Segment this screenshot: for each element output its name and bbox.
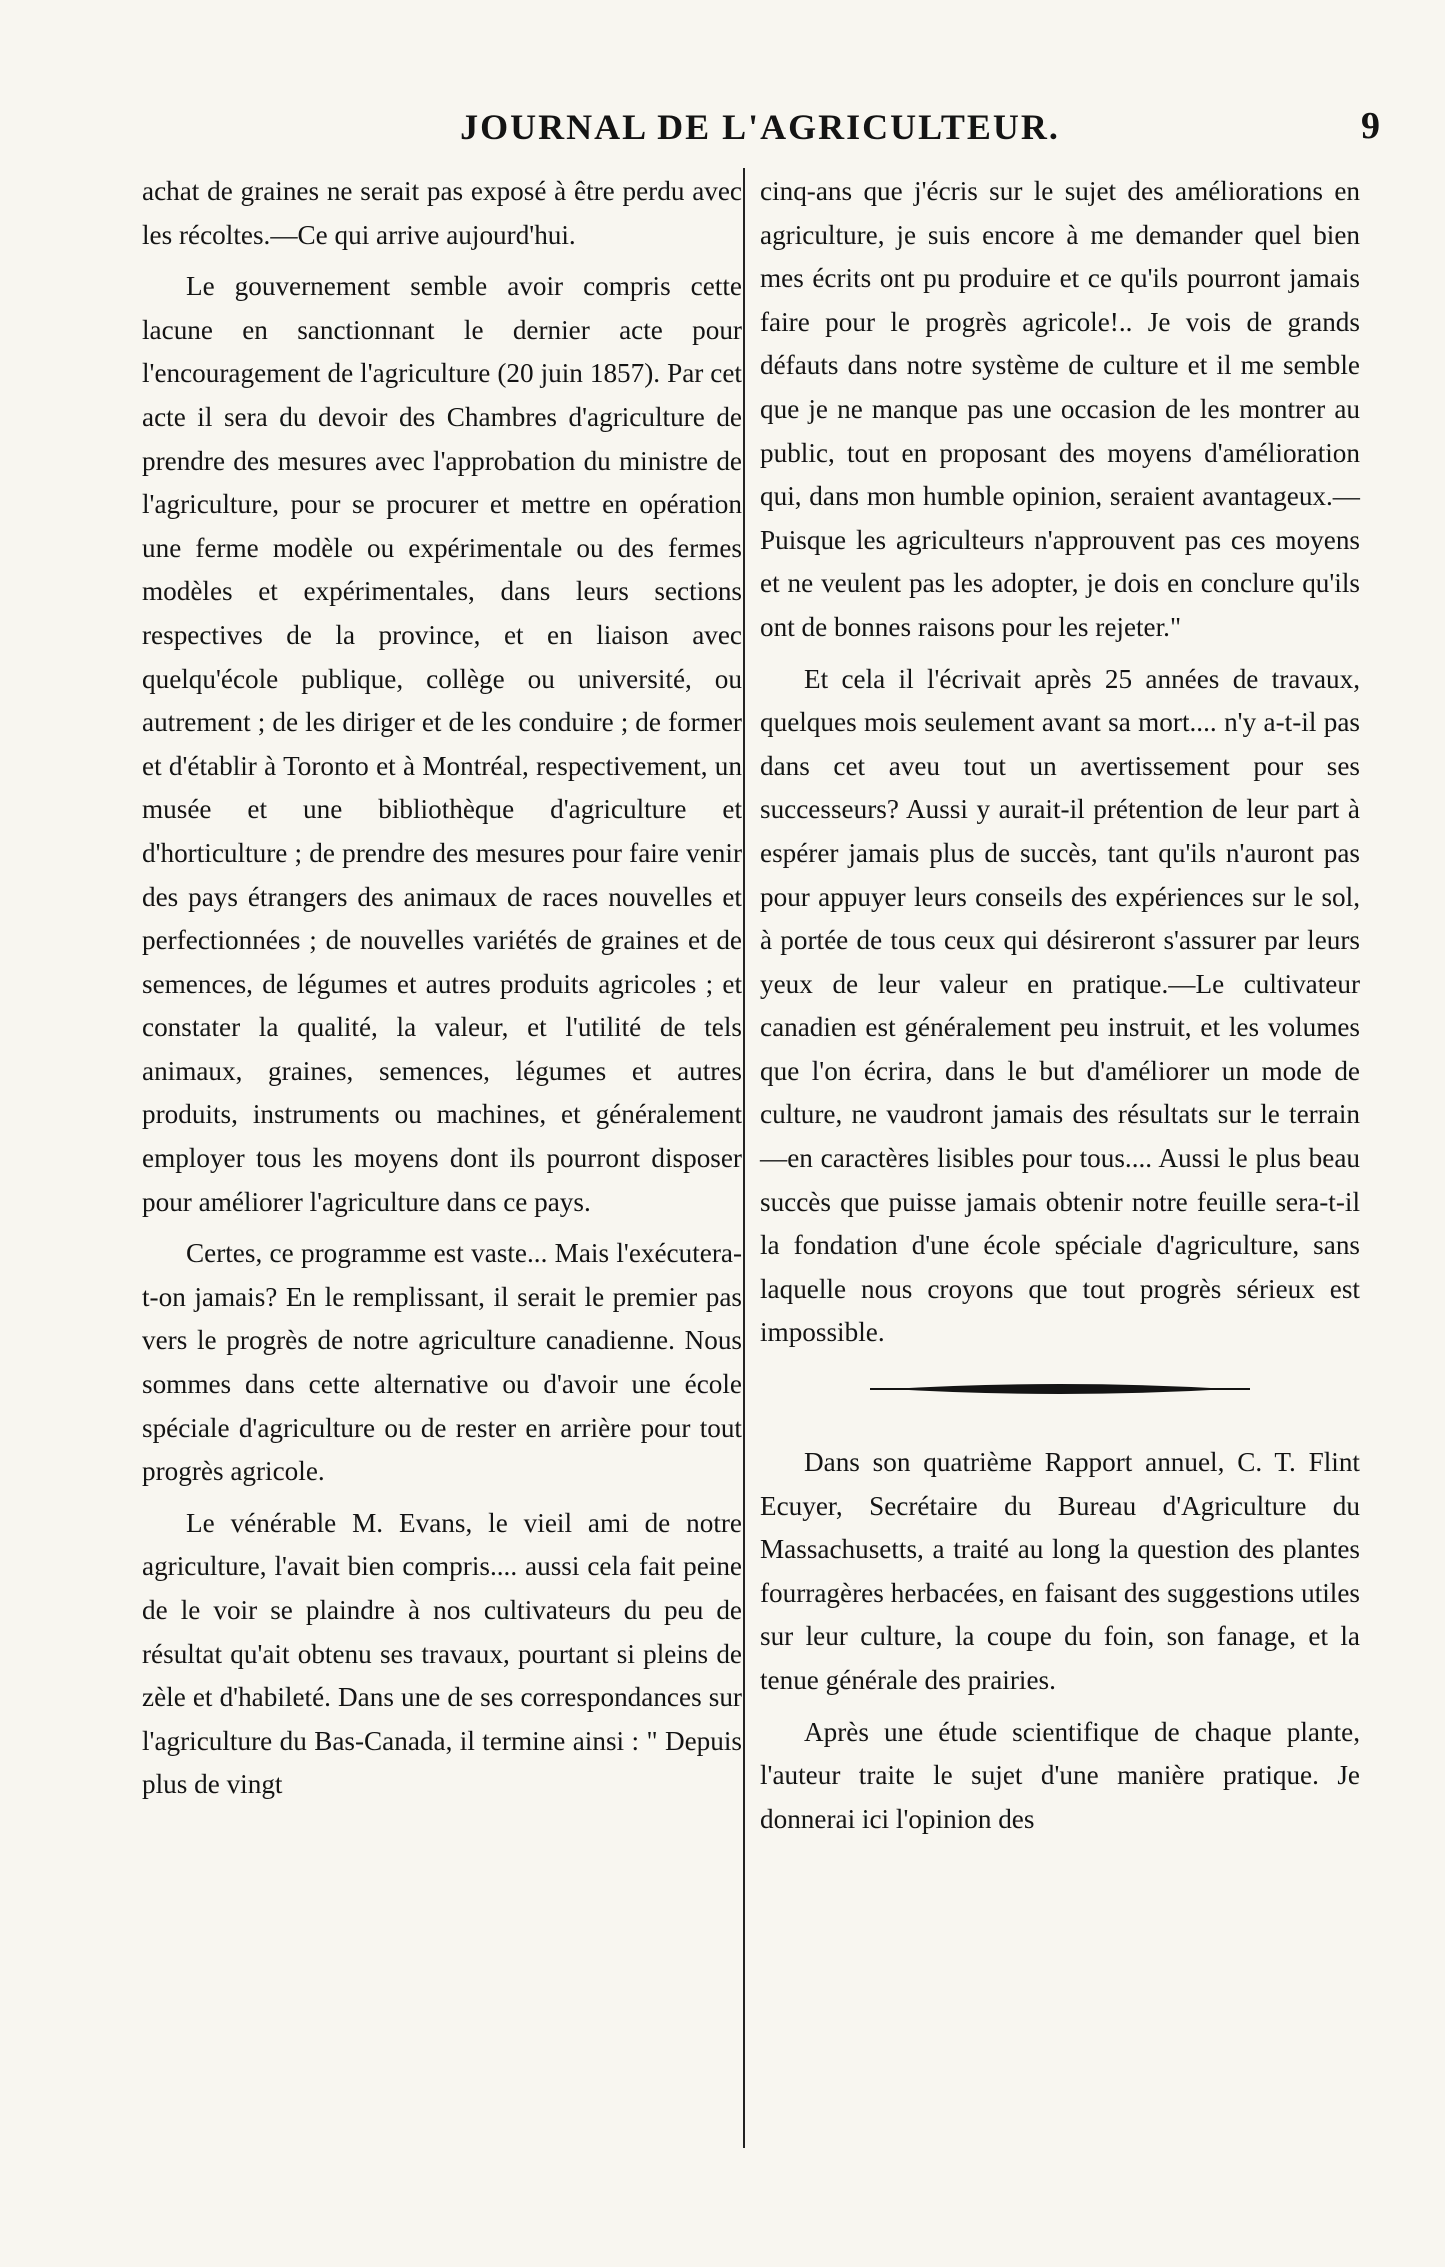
ornamental-rule-icon [760, 1369, 1360, 1409]
right-column [760, 170, 1360, 1841]
running-title: JOURNAL DE L'AGRICULTEUR. [460, 107, 1060, 147]
right-paragraph-2: Et cela il l'écrivait après 25 années de travaux, quelques mois seulement avant sa mort.... n'y a-t-il pas dans cet aveu tout un avertissement pour ses successeurs? Aussi y aurait-il prétention de leur part à espérer jamais plus de succès, tant qu'ils n'auront pas pour appuyer leurs conseils des expériences sur le sol, à portée de tous ceux qui désireront s'assurer par leurs yeux de leur valeur en pratique.—Le cultivateur canadien est généralement peu instruit, et les volumes que l'on écrira, dans le but d'améliorer un mode de culture, ne vaudront jamais des résultats sur le terrain—en caractères lisibles pour tous.... Aussi le plus beau succès que puisse jamais obtenir notre feuille sera-t-il la fondation d'une école spéciale d'agriculture, sans laquelle nous croyons que tout progrès sérieux est impossible. [760, 663, 1360, 1348]
right-paragraph-1: cinq-ans que j'écris sur le sujet des améliorations en agriculture, je suis encore à me demander quel bien mes écrits ont pu produire et ce qu'ils pourront jamais faire pour le progrès agricole!.. Je vois de grands défauts dans notre système de culture et il me semble que je ne manque pas une occasion de les montrer au public, tout en proposant des moyens d'amélioration qui, dans mon humble opinion, seraient avantageux.—Puisque les agriculteurs n'approuvent pas ces moyens et ne veulent pas les adopter, je dois en conclure qu'ils ont de bonnes raisons pour les rejeter." [760, 176, 1360, 642]
ornamental-separator [760, 1361, 1360, 1423]
left-paragraph-1: achat de graines ne serait pas exposé à être perdu avec les récoltes.—Ce qui arrive aujourd'hui. [142, 176, 742, 250]
left-column [142, 170, 742, 1807]
left-paragraph-2: Le gouvernement semble avoir compris cette lacune en sanctionnant le dernier acte pour l'encouragement de l'agriculture (20 juin 1857). Par cet acte il sera du devoir des Chambres d'agriculture de prendre des mesures avec l'approbation du ministre de l'agriculture, pour se procurer et mettre en opération une ferme modèle ou expérimentale ou des fermes modèles et expérimentales, dans leurs sections respectives de la province, et en liaison avec quelqu'école publique, collège ou université, ou autrement ; de les diriger et de les conduire ; de former et d'établir à Toronto et à Montréal, respectivement, un musée et une bibliothèque d'agriculture et d'horticulture ; de prendre des mesures pour faire venir des pays étrangers des animaux de races nouvelles et perfectionnées ; de nouvelles variétés de graines et de semences, de légumes et autres produits agricoles ; et constater la qualité, la valeur, et l'utilité de tels animaux, graines, semences, légumes et autres produits, instruments ou machines, et généralement employer tous les moyens dont ils pourront disposer pour améliorer l'agriculture dans ce pays. [142, 271, 742, 1217]
right-paragraph-4: Après une étude scientifique de chaque plante, l'auteur traite le sujet d'une manière pratique. Je donnerai ici l'opinion des [760, 1716, 1360, 1834]
page-number: 9 [1361, 105, 1380, 147]
right-paragraph-3: Dans son quatrième Rapport annuel, C. T. Flint Ecuyer, Secrétaire du Bureau d'Agriculture du Massachusetts, a traité au long la question des plantes fourragères herbacées, en faisant des suggestions utiles sur leur culture, la coupe du foin, son fanage, et la tenue générale des prairies. [760, 1447, 1360, 1695]
left-paragraph-3: Certes, ce programme est vaste... Mais l'exécutera-t-on jamais? En le remplissant, il serait le premier pas vers le progrès de notre agriculture canadienne. Nous sommes dans cette alternative ou d'avoir une école spéciale d'agriculture ou de rester en arrière pour tout progrès agricole. [142, 1238, 742, 1487]
left-paragraph-4: Le vénérable M. Evans, le vieil ami de notre agriculture, l'avait bien compris.... aussi cela fait peine de le voir se plaindre à nos cultivateurs du peu de résultat qu'ait obtenu ses travaux, pourtant si pleins de zèle et d'habileté. Dans une de ses correspondances sur l'agriculture du Bas-Canada, il termine ainsi : " Depuis plus de vingt [142, 1507, 742, 1800]
page-header [140, 98, 1380, 158]
column-divider [743, 168, 745, 2148]
